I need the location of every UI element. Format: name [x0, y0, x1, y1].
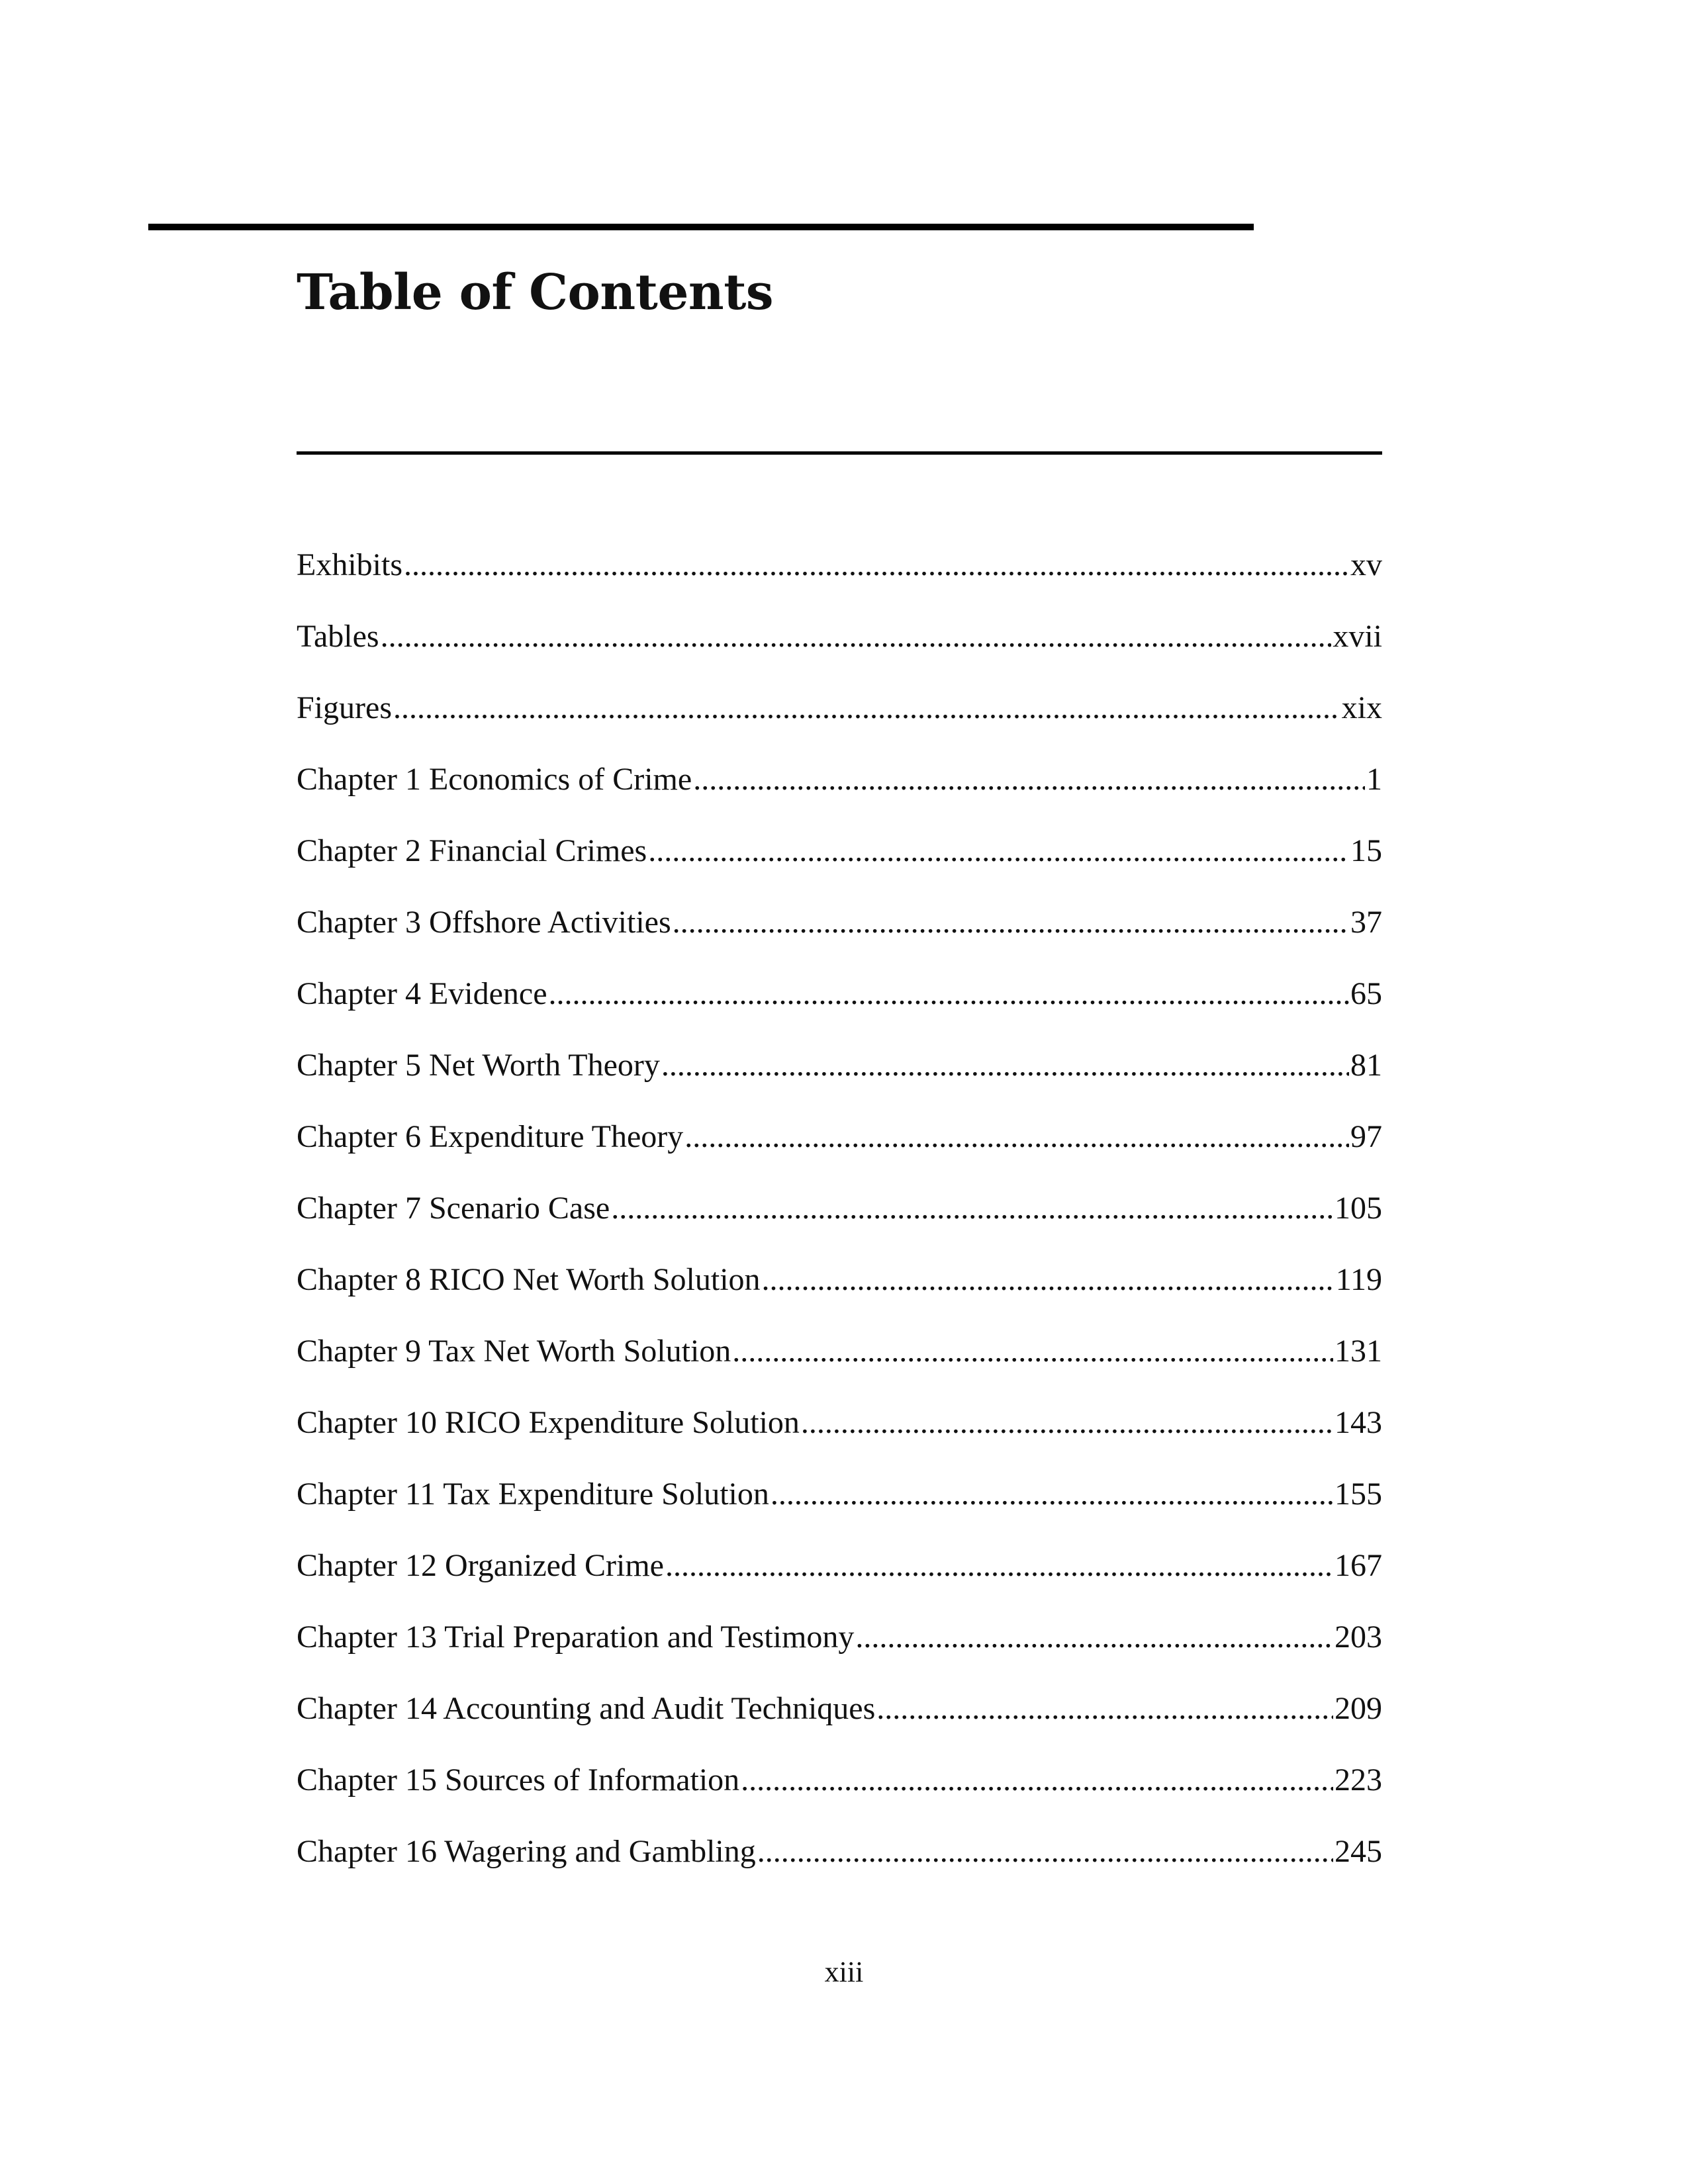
- toc-entry-page: 81: [1350, 1048, 1382, 1083]
- toc-entry-chapter-3[interactable]: [297, 907, 1382, 978]
- toc-entry-page: 119: [1335, 1262, 1382, 1297]
- toc-entry-label: Tables: [297, 619, 379, 654]
- toc-entry-chapter-15[interactable]: [297, 1764, 1382, 1836]
- toc-entry-label: Chapter 15 Sources of Information: [297, 1762, 740, 1797]
- dot-leader: [673, 907, 1349, 938]
- toc-entry-chapter-1[interactable]: [297, 764, 1382, 835]
- toc-entry-label: Chapter 5 Net Worth Theory: [297, 1048, 660, 1083]
- toc-entry-page: 65: [1350, 976, 1382, 1011]
- toc-entry-label: Chapter 12 Organized Crime: [297, 1548, 664, 1583]
- dot-leader: [404, 549, 1349, 581]
- dot-leader: [771, 1479, 1333, 1510]
- toc-entry-tables[interactable]: [297, 621, 1382, 692]
- dot-leader: [741, 1764, 1333, 1796]
- toc-entry-chapter-7[interactable]: [297, 1193, 1382, 1264]
- toc-entry-label: Chapter 1 Economics of Crime: [297, 762, 692, 797]
- toc-entry-page: 167: [1335, 1548, 1382, 1583]
- toc-entry-page: 15: [1350, 833, 1382, 868]
- toc-entry-chapter-10[interactable]: [297, 1407, 1382, 1479]
- toc-entry-label: Chapter 13 Trial Preparation and Testimony: [297, 1619, 855, 1655]
- toc-entry-page: 223: [1335, 1762, 1382, 1797]
- dot-leader: [876, 1693, 1333, 1725]
- dot-leader: [661, 1050, 1349, 1081]
- page-title: Table of Contents: [297, 264, 774, 321]
- dot-leader: [693, 764, 1365, 796]
- toc-entry-label: Chapter 7 Scenario Case: [297, 1191, 610, 1226]
- toc-entry-figures[interactable]: [297, 692, 1382, 764]
- toc-entry-chapter-9[interactable]: [297, 1336, 1382, 1407]
- dot-leader: [648, 835, 1349, 867]
- toc-entry-label: Chapter 16 Wagering and Gambling: [297, 1834, 756, 1869]
- toc-entry-page: 155: [1335, 1477, 1382, 1512]
- toc-entry-chapter-16[interactable]: [297, 1836, 1382, 1907]
- toc-entry-page: xvii: [1333, 619, 1382, 654]
- toc-entry-page: xix: [1341, 690, 1382, 725]
- toc-entry-chapter-6[interactable]: [297, 1121, 1382, 1193]
- toc-entry-page: 203: [1335, 1619, 1382, 1655]
- title-underline-rule: [297, 451, 1382, 455]
- toc-entry-label: Chapter 11 Tax Expenditure Solution: [297, 1477, 769, 1512]
- toc-entry-label: Chapter 14 Accounting and Audit Techniques: [297, 1691, 876, 1726]
- toc-entry-page: xv: [1350, 547, 1382, 582]
- toc-entry-label: Chapter 4 Evidence: [297, 976, 547, 1011]
- toc-entry-chapter-13[interactable]: [297, 1621, 1382, 1693]
- toc-entry-page: 105: [1335, 1191, 1382, 1226]
- toc-entry-exhibits[interactable]: [297, 549, 1382, 621]
- toc-entry-page: 1: [1366, 762, 1382, 797]
- dot-leader: [684, 1121, 1349, 1153]
- toc-entry-page: 97: [1350, 1119, 1382, 1154]
- dot-leader: [757, 1836, 1333, 1868]
- toc-list: [297, 549, 1382, 1907]
- toc-entry-label: Chapter 6 Expenditure Theory: [297, 1119, 684, 1154]
- dot-leader: [732, 1336, 1333, 1367]
- toc-entry-label: Chapter 9 Tax Net Worth Solution: [297, 1334, 731, 1369]
- toc-entry-page: 209: [1335, 1691, 1382, 1726]
- toc-entry-chapter-14[interactable]: [297, 1693, 1382, 1764]
- toc-entry-chapter-5[interactable]: [297, 1050, 1382, 1121]
- toc-entry-chapter-8[interactable]: [297, 1264, 1382, 1336]
- toc-entry-label: Chapter 10 RICO Expenditure Solution: [297, 1405, 800, 1440]
- toc-entry-label: Exhibits: [297, 547, 403, 582]
- toc-entry-chapter-11[interactable]: [297, 1479, 1382, 1550]
- top-rule: [148, 224, 1254, 230]
- toc-entry-chapter-4[interactable]: [297, 978, 1382, 1050]
- toc-entry-page: 131: [1335, 1334, 1382, 1369]
- toc-entry-chapter-2[interactable]: [297, 835, 1382, 907]
- dot-leader: [762, 1264, 1335, 1296]
- dot-leader: [801, 1407, 1333, 1439]
- toc-entry-page: 245: [1335, 1834, 1382, 1869]
- toc-entry-page: 37: [1350, 905, 1382, 940]
- toc-entry-label: Chapter 3 Offshore Activities: [297, 905, 671, 940]
- dot-leader: [665, 1550, 1333, 1582]
- dot-leader: [611, 1193, 1333, 1224]
- toc-entry-label: Chapter 2 Financial Crimes: [297, 833, 647, 868]
- toc-entry-label: Figures: [297, 690, 392, 725]
- dot-leader: [393, 692, 1340, 724]
- dot-leader: [549, 978, 1349, 1010]
- toc-entry-chapter-12[interactable]: [297, 1550, 1382, 1621]
- dot-leader: [381, 621, 1332, 653]
- page-number: xiii: [824, 1956, 864, 1988]
- toc-entry-label: Chapter 8 RICO Net Worth Solution: [297, 1262, 761, 1297]
- toc-entry-page: 143: [1335, 1405, 1382, 1440]
- dot-leader: [855, 1621, 1333, 1653]
